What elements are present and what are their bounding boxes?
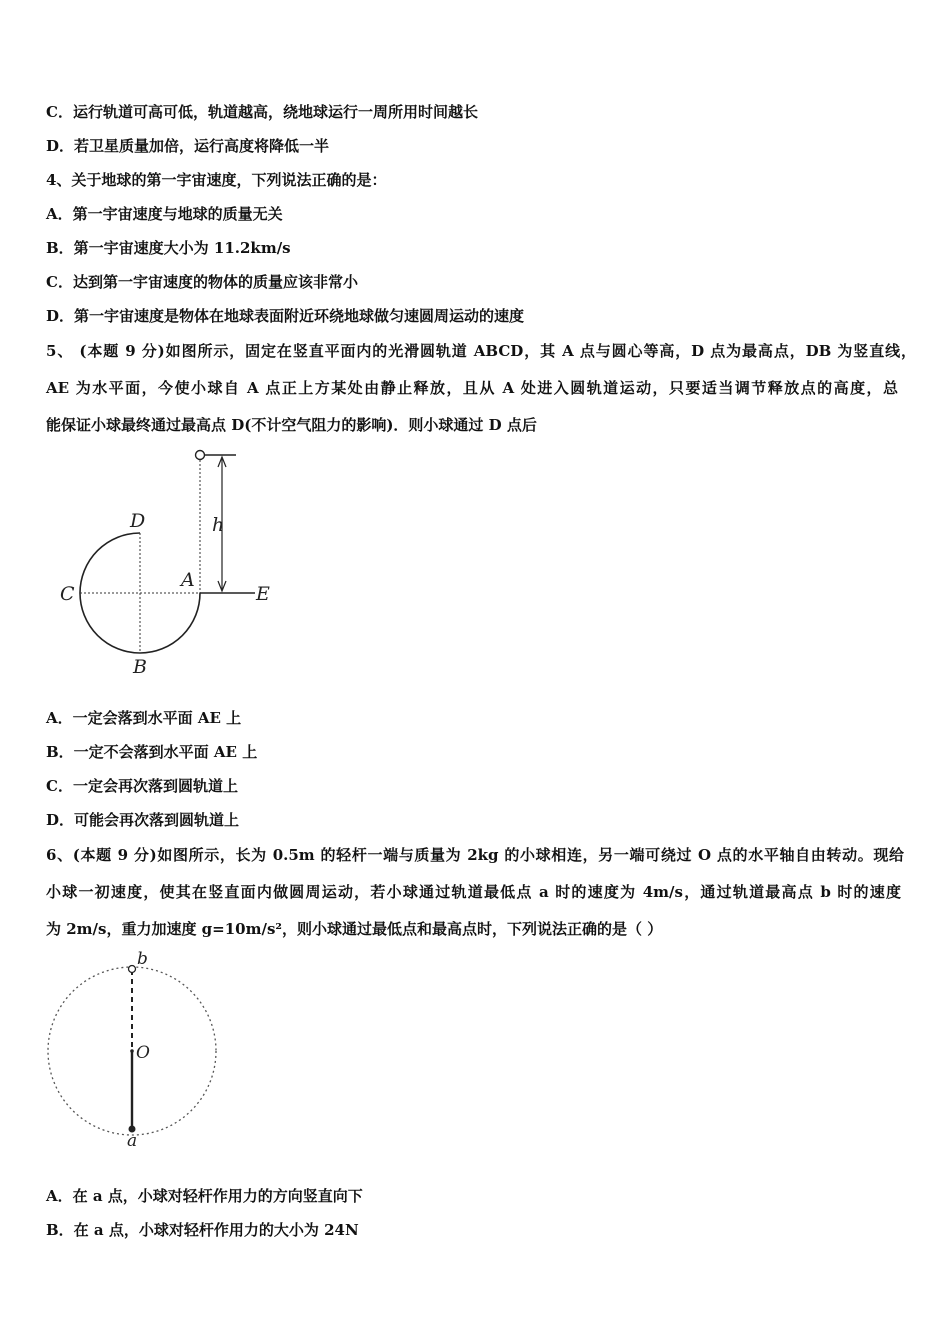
- q6-stem-line-2: 小球一初速度，使其在竖直面内做圆周运动，若小球通过轨道最低点 a 时的速度为 4m/s，通过轨道最高点 b 时的速度: [46, 883, 901, 901]
- q5-option-d: D．可能会再次落到圆轨道上: [46, 811, 240, 829]
- q5-label-b: B: [133, 656, 147, 678]
- q6-option-b: B．在 a 点，小球对轻杆作用力的大小为 24N: [46, 1221, 359, 1239]
- q4-option-a: A．第一宇宙速度与地球的质量无关: [46, 205, 283, 223]
- q5-option-c: C．一定会再次落到圆轨道上: [46, 777, 238, 795]
- q3-option-c: C．运行轨道可高可低，轨道越高，绕地球运行一周所用时间越长: [46, 103, 478, 121]
- q4-stem: 4、关于地球的第一宇宙速度，下列说法正确的是：: [46, 171, 387, 189]
- q4-option-c: C．达到第一宇宙速度的物体的质量应该非常小: [46, 273, 358, 291]
- q5-label-c: C: [60, 583, 75, 605]
- q6-stem-line-1: 6、(本题 9 分)如图所示，长为 0.5m 的轻杆一端与质量为 2kg 的小球相连，另一端可绕过 O 点的水平轴自由转动。现给: [46, 846, 904, 864]
- q5-label-a: A: [181, 569, 195, 591]
- q6-figure: [40, 948, 240, 1158]
- q5-label-d: D: [130, 510, 146, 532]
- q5-stem-line-3: 能保证小球最终通过最高点 D(不计空气阻力的影响)．则小球通过 D 点后: [46, 416, 537, 434]
- q5-release-ball: [196, 451, 205, 460]
- q5-stem-line-1: 5、 (本题 9 分)如图所示，固定在竖直平面内的光滑圆轨道 ABCD，其 A 点与圆心等高，D 点为最高点，DB 为竖直线，: [46, 342, 916, 360]
- q5-option-b: B．一定不会落到水平面 AE 上: [46, 743, 258, 761]
- q6-pivot-o: [130, 1049, 134, 1053]
- q4-option-b: B．第一宇宙速度大小为 11.2km/s: [46, 239, 291, 257]
- q6-label-b: b: [137, 949, 148, 969]
- q4-option-d: D．第一宇宙速度是物体在地球表面附近环绕地球做匀速圆周运动的速度: [46, 307, 525, 325]
- q5-stem-line-2: AE 为水平面，今使小球自 A 点正上方某处由静止释放，且从 A 处进入圆轨道运动，只要适当调节释放点的高度，总: [46, 379, 898, 397]
- q5-label-e: E: [256, 583, 270, 605]
- q5-figure: [50, 445, 290, 685]
- q6-label-o: O: [136, 1043, 150, 1063]
- q5-label-h: h: [212, 514, 225, 536]
- q6-option-a: A．在 a 点，小球对轻杆作用力的方向竖直向下: [46, 1187, 363, 1205]
- q6-stem-line-3: 为 2m/s，重力加速度 g=10m/s²，则小球通过最低点和最高点时，下列说法正确的是（ ）: [46, 920, 663, 938]
- q3-option-d: D．若卫星质量加倍，运行高度将降低一半: [46, 137, 330, 155]
- q6-label-a: a: [127, 1131, 138, 1151]
- q6-point-b: [129, 966, 136, 973]
- q5-option-a: A．一定会落到水平面 AE 上: [46, 709, 242, 727]
